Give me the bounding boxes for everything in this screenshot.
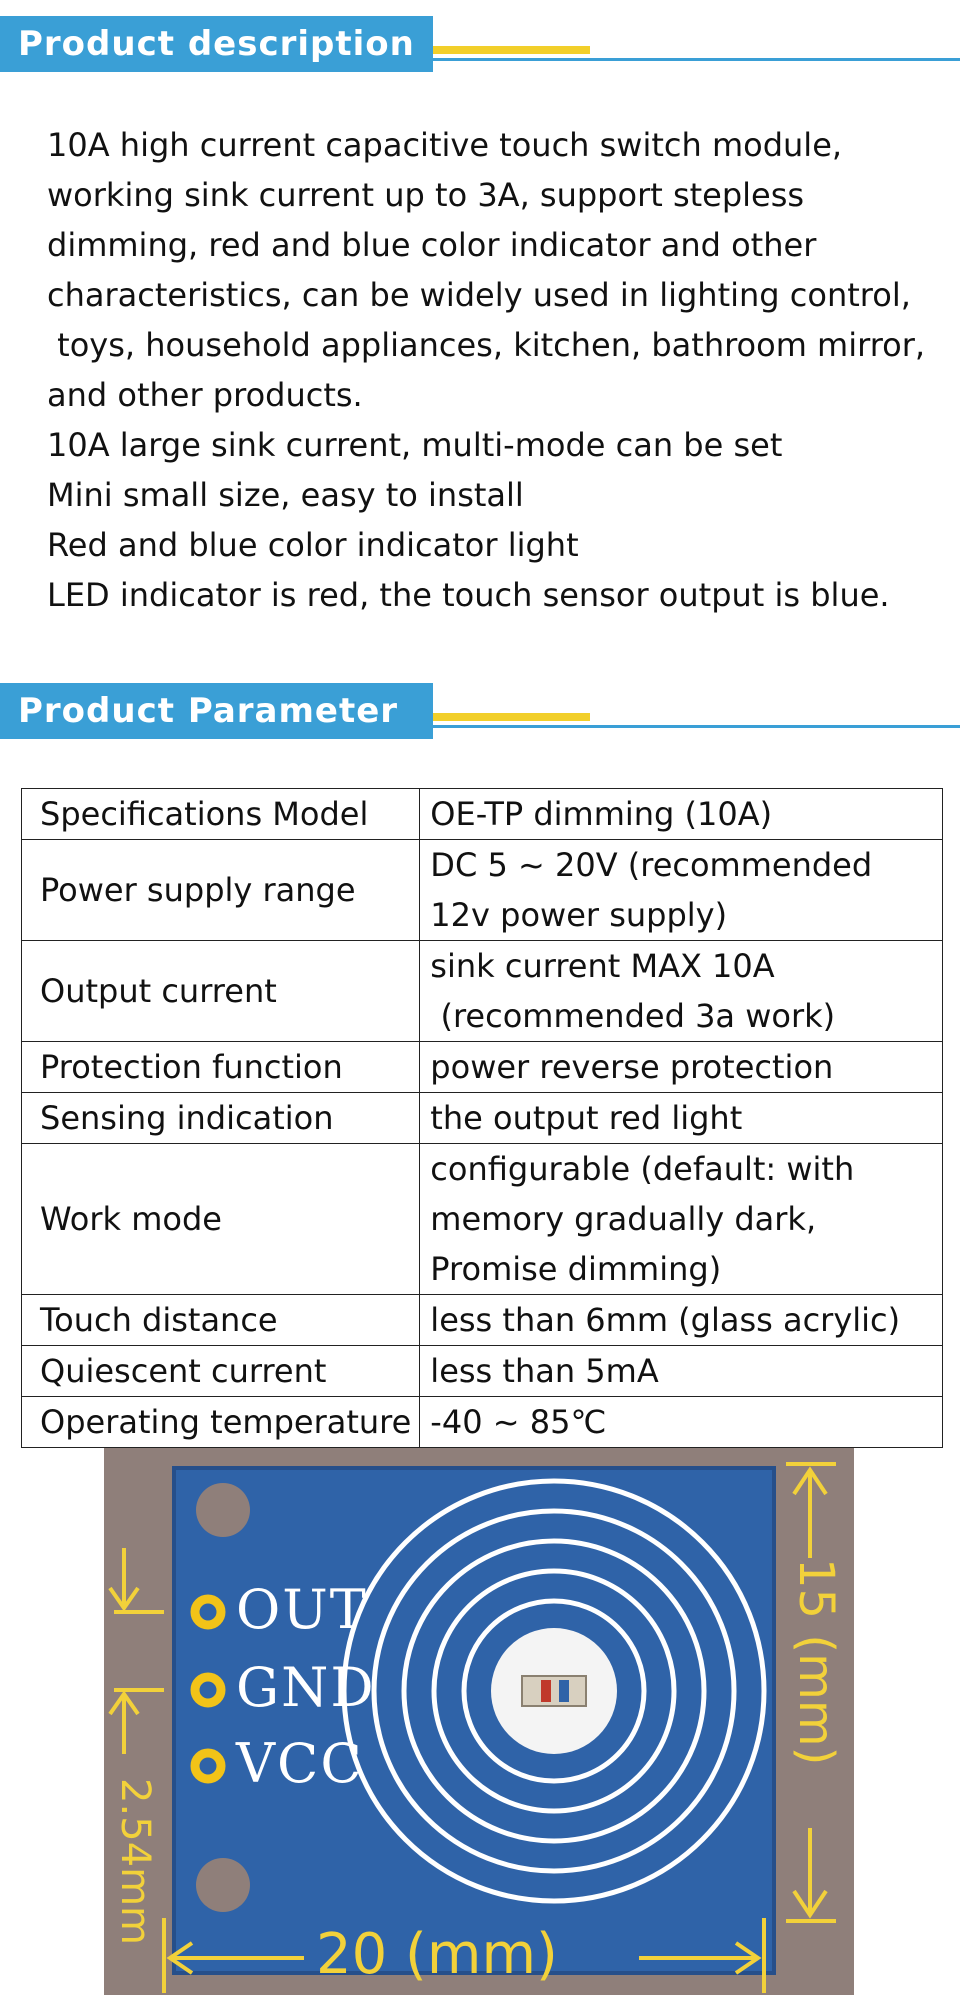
- table-row: [22, 1144, 943, 1295]
- parameter-value: DC 5 ~ 20V (recommended 12v power supply): [430, 846, 883, 934]
- width-dimension-label: 20 (mm): [316, 1922, 558, 1987]
- pitch-dimension-label: 2.54mm: [112, 1778, 158, 1945]
- table-row: [22, 1295, 943, 1346]
- parameter-value: OE-TP dimming (10A): [430, 795, 773, 833]
- parameter-value-cell: [420, 789, 943, 840]
- parameter-name: Power supply range: [22, 840, 420, 941]
- description-line: 10A large sink current, multi-mode can be set: [47, 426, 783, 464]
- parameter-name: Operating temperature: [22, 1397, 420, 1448]
- parameter-value-cell: [420, 1397, 943, 1448]
- header-yellow-bar: [433, 46, 590, 54]
- description-line: LED indicator is red, the touch sensor output is blue.: [47, 576, 890, 614]
- header-blue-line: [433, 725, 960, 728]
- description-line: Red and blue color indicator light: [47, 526, 579, 564]
- parameter-name: Work mode: [22, 1144, 420, 1295]
- parameter-table: [21, 788, 943, 1448]
- description-title: Product description: [18, 24, 415, 64]
- description-line: working sink current up to 3A, support stepless: [47, 176, 805, 214]
- table-row: [22, 1093, 943, 1144]
- parameter-value-cell: [420, 1346, 943, 1397]
- parameter-name: Protection function: [22, 1042, 420, 1093]
- parameter-header: [0, 683, 960, 739]
- description-line: Mini small size, easy to install: [47, 476, 524, 514]
- parameter-value: power reverse protection: [430, 1048, 834, 1086]
- parameter-name: Specifications Model: [22, 789, 420, 840]
- parameter-value-cell: [420, 941, 943, 1042]
- pin-pad-gnd: [195, 1677, 221, 1703]
- pin-label-vcc: VCC: [236, 1732, 364, 1795]
- parameter-value: less than 6mm (glass acrylic): [430, 1301, 901, 1339]
- parameter-value-cell: [420, 840, 943, 941]
- mount-hole-bottom: [196, 1858, 250, 1912]
- mount-hole-top: [196, 1483, 250, 1537]
- table-row: [22, 789, 943, 840]
- pin-label-out: OUT: [236, 1578, 368, 1641]
- product-description: [47, 120, 947, 620]
- header-yellow-bar: [433, 713, 590, 721]
- board-illustration: [104, 1448, 854, 1995]
- parameter-value-cell: [420, 1093, 943, 1144]
- table-row: [22, 1397, 943, 1448]
- pin-pad-out: [195, 1599, 221, 1625]
- board-diagram: [104, 1448, 854, 1995]
- table-row: [22, 1346, 943, 1397]
- description-line: and other products.: [47, 376, 363, 414]
- height-dimension-label: 15 (mm): [788, 1558, 844, 1766]
- header-blue-line: [433, 58, 960, 61]
- pin-label-gnd: GND: [236, 1656, 376, 1719]
- table-row: [22, 840, 943, 941]
- description-line: dimming, red and blue color indicator and other: [47, 226, 817, 264]
- description-line: characteristics, can be widely used in lighting control,: [47, 276, 911, 314]
- description-header: [0, 16, 960, 72]
- parameter-name: Output current: [22, 941, 420, 1042]
- description-line: 10A high current capacitive touch switch module,: [47, 126, 843, 164]
- parameter-value: less than 5mA: [430, 1352, 659, 1390]
- parameter-value-cell: [420, 1144, 943, 1295]
- table-row: [22, 941, 943, 1042]
- parameter-value: configurable (default: with memory gradually dark, Promise dimming): [430, 1150, 865, 1288]
- parameter-value: sink current MAX 10A (recommended 3a work): [430, 947, 836, 1035]
- parameter-name: Sensing indication: [22, 1093, 420, 1144]
- table-row: [22, 1042, 943, 1093]
- led-chip: [522, 1676, 586, 1706]
- parameter-name: Touch distance: [22, 1295, 420, 1346]
- parameter-value: the output red light: [430, 1099, 743, 1137]
- parameter-title: Product Parameter: [18, 691, 399, 731]
- parameter-name: Quiescent current: [22, 1346, 420, 1397]
- description-line: toys, household appliances, kitchen, bathroom mirror,: [47, 326, 926, 364]
- parameter-value-cell: [420, 1295, 943, 1346]
- parameter-value: -40 ~ 85℃: [430, 1403, 607, 1441]
- parameter-value-cell: [420, 1042, 943, 1093]
- pin-pad-vcc: [195, 1753, 221, 1779]
